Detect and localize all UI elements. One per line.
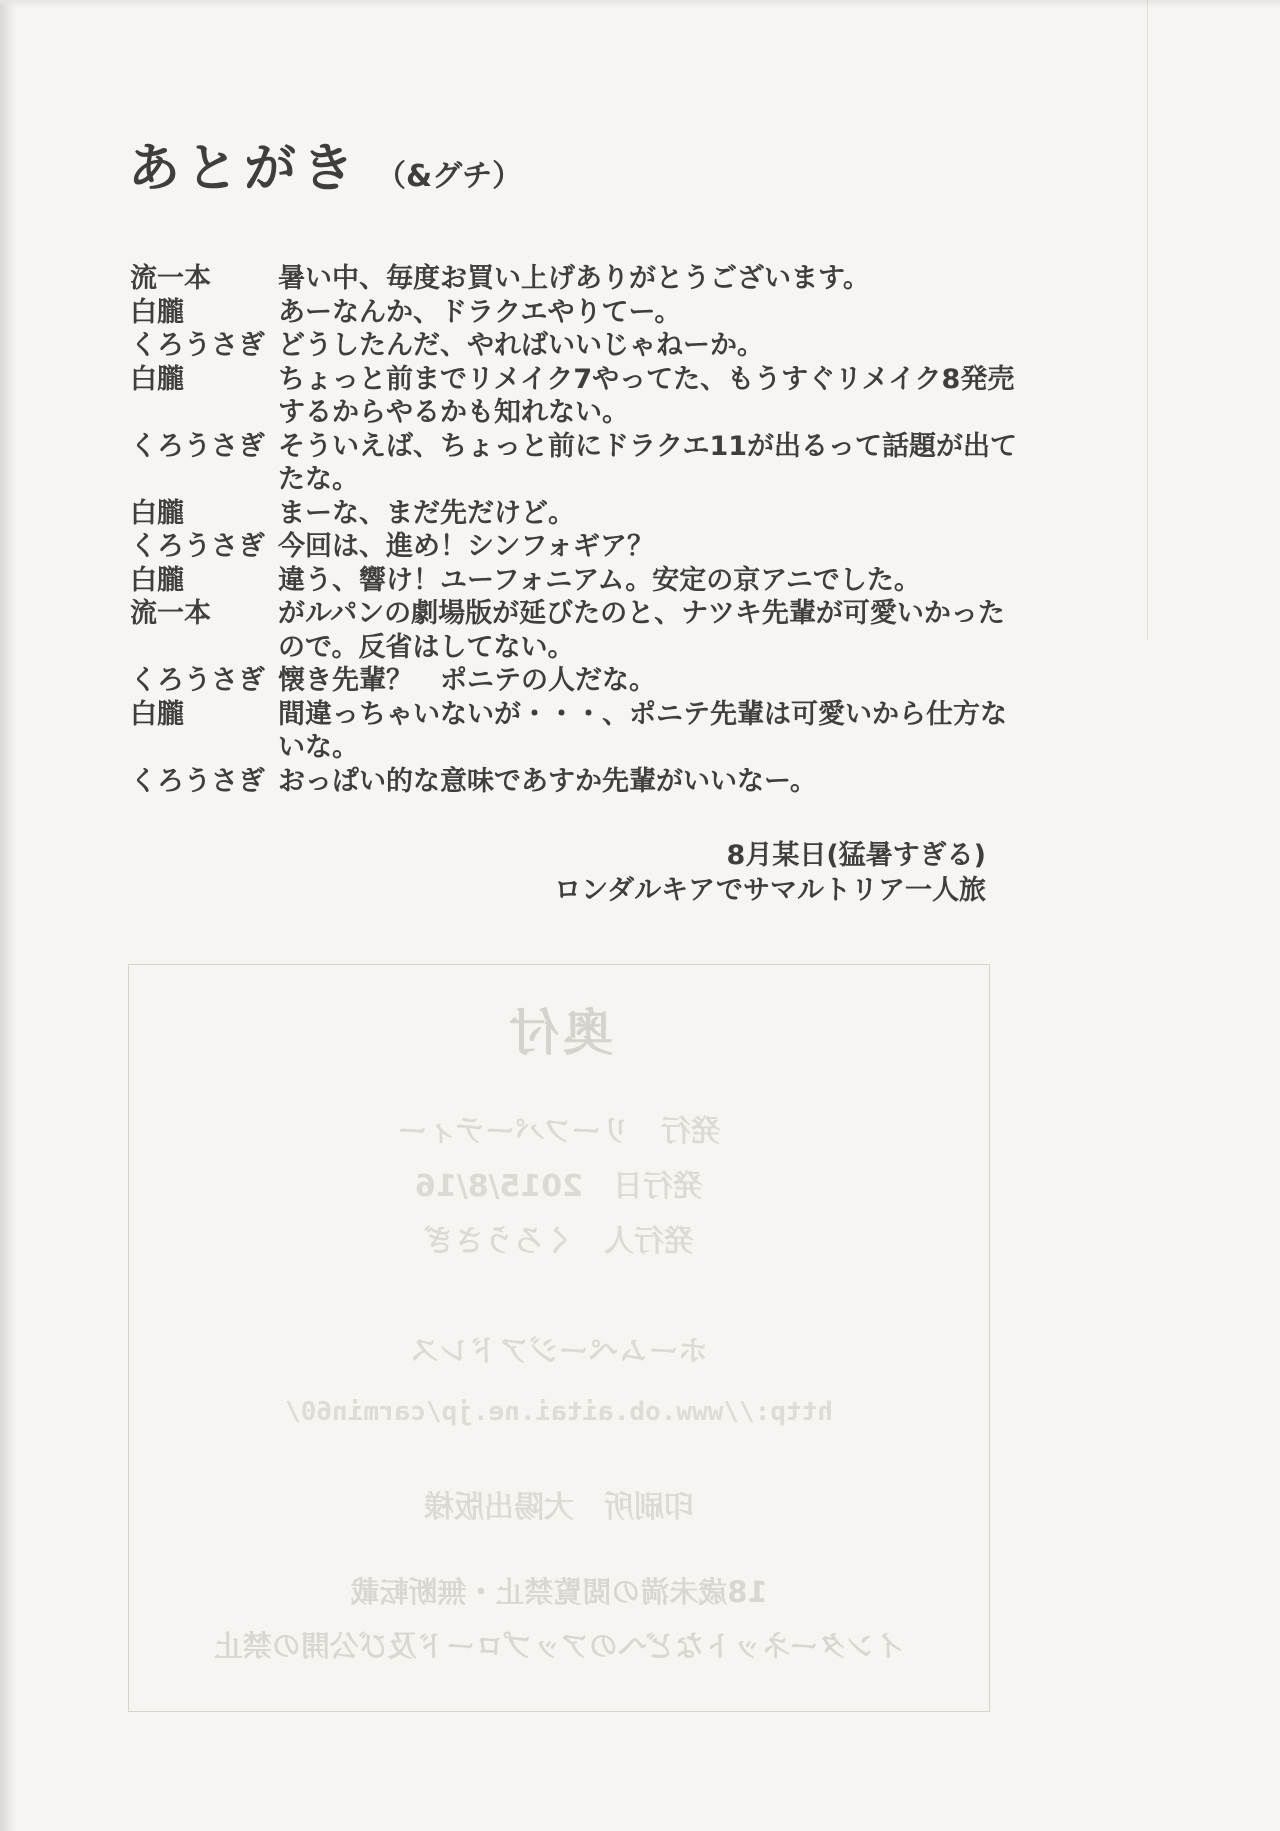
dialogue-row	[130, 363, 1022, 430]
dialogue-text: 暑い中、毎度お買い上げありがとうございます。	[278, 263, 870, 294]
dialogue-text: おっぱい的な意味であすか先輩がいいなー。	[278, 765, 817, 797]
showthrough-author-line: 発行人 くろうさぎ	[424, 1224, 694, 1259]
scan-edge-shadow-left	[0, 0, 16, 1831]
dialogue-text: 違う、響け！ユーフォニアム。安定の京アニでした。	[278, 564, 921, 596]
dialogue-text: どうしたんだ、やればいいじゃねーか。	[278, 330, 764, 361]
dialogue-text: 間違っちゃいないが・・・、ポニテ先輩は可愛いから仕方ないな。	[278, 698, 1007, 763]
showthrough-colophon-box	[128, 964, 990, 1712]
speaker-name: 流一本	[130, 598, 211, 629]
showthrough-printer-line: 印刷所 大陽出版様	[424, 1490, 694, 1525]
speaker-name: くろうさぎ	[130, 665, 265, 696]
dialogue-row	[130, 564, 1022, 598]
dialogue-row	[130, 698, 1022, 765]
signoff-note: ロンダルキアでサマルトリア一人旅	[554, 875, 986, 906]
speaker-name: 白朧	[130, 363, 184, 395]
speaker-name: くろうさぎ	[130, 330, 265, 361]
dialogue-row	[130, 262, 1022, 296]
dialogue-text: 今回は、進め！シンフォギア？	[278, 531, 654, 562]
speaker-name: 白朧	[130, 698, 184, 730]
showthrough-date-line: 発行日 2015/8/16	[414, 1169, 704, 1204]
dialogue-row	[130, 597, 1022, 664]
speaker-name: 白朧	[130, 497, 184, 529]
scan-crease-line	[1147, 0, 1148, 640]
page-title-suffix: （&グチ）	[376, 159, 523, 194]
speaker-name: 流一本	[130, 263, 211, 294]
speaker-name: くろうさぎ	[130, 765, 265, 797]
signoff-block	[130, 838, 986, 908]
showthrough-colophon-title: 奥付	[505, 1004, 613, 1062]
dialogue-row	[130, 497, 1022, 531]
dialogue-row	[130, 296, 1022, 330]
dialogue-text: ちょっと前までリメイク7やってた、もうすぐリメイク8発売するからやるかも知れない。	[278, 363, 1015, 428]
dialogue-text: まーな、まだ先だけど。	[278, 497, 575, 529]
dialogue-row	[130, 664, 1022, 698]
page-title-text: あとがき	[128, 139, 361, 199]
dialogue-row	[130, 530, 1022, 564]
speaker-name: 白朧	[130, 296, 184, 328]
scan-edge-shadow-top	[0, 0, 1280, 8]
dialogue-list	[130, 262, 1022, 798]
dialogue-text: 懐き先輩？ ポニテの人だな。	[278, 665, 656, 696]
page-title	[128, 126, 522, 201]
dialogue-row	[130, 329, 1022, 363]
showthrough-homepage-label: ホームページアドレス	[409, 1334, 709, 1369]
showthrough-warning-line-1: 18歳未満の閲覧禁止・無断転載	[350, 1575, 768, 1609]
showthrough-publisher-line: 発行 リーフパーティー	[397, 1114, 721, 1149]
speaker-name: くろうさぎ	[130, 430, 265, 462]
speaker-name: くろうさぎ	[130, 531, 265, 562]
showthrough-warning-line-2: インターネットなどへのアップロード及び公開の禁止	[213, 1629, 905, 1663]
showthrough-homepage-url: http://www.ob.aitai.ne.jp/carmin60/	[285, 1397, 833, 1427]
dialogue-text: そういえば、ちょっと前にドラクエ11が出るって話題が出てたな。	[278, 430, 1018, 495]
dialogue-row	[130, 765, 1022, 799]
signoff-date: 8月某日(猛暑すぎる)	[726, 840, 986, 871]
dialogue-text: あーなんか、ドラクエやりてー。	[278, 296, 682, 328]
dialogue-row	[130, 430, 1022, 497]
dialogue-text: がルパンの劇場版が延びたのと、ナツキ先輩が可愛いかったので。反省はしてない。	[278, 598, 1005, 663]
speaker-name: 白朧	[130, 564, 184, 596]
